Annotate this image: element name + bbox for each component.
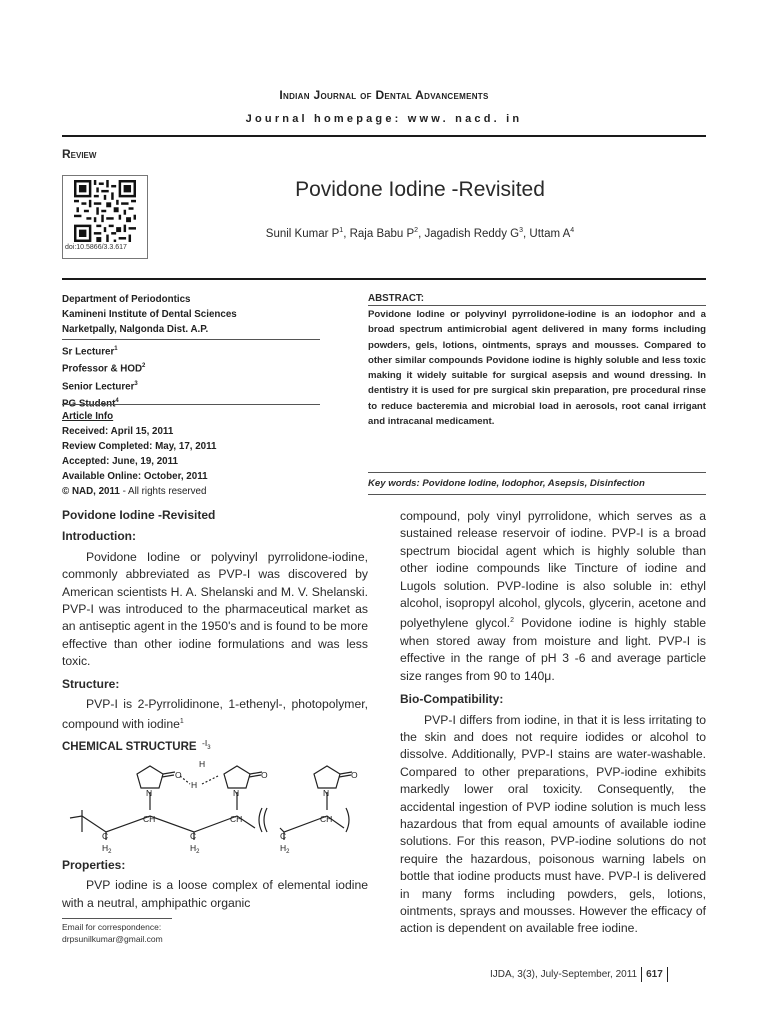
keywords: Key words: Povidone Iodine, Iodophor, Asepsis, Disinfection: [368, 478, 645, 489]
structure-sup: 1: [179, 718, 184, 726]
journal-name: Indian Journal of Dental Advancements: [279, 88, 489, 102]
qr-code-box: [62, 175, 148, 259]
divider: [368, 305, 706, 306]
chem-label-h2: $H_2$: [102, 843, 112, 855]
role: Professor & HOD: [62, 363, 143, 375]
chem-label-ch: CH: [143, 814, 156, 824]
introduction-text: Povidone Iodine or polyvinyl pyrrolidone-iodine, commonly abbreviated as PVP-I was discovered by American scientists H. A. Shelanski and M. V. Shelanski. PVP-I was introduced to the pharmaceutical market as an antiseptic agent in the 1950's and is found to be more effective than other iodine formulations and was less toxic.: [62, 549, 368, 669]
structure-text: PVP-I is 2-Pyrrolidinone, 1-ethenyl-, photopolymer, compound with iodine: [62, 697, 368, 732]
body-title: Povidone Iodine -Revisited: [62, 508, 216, 522]
author-sup: 4: [570, 227, 575, 234]
continued-sup: 2: [510, 617, 514, 625]
role: Senior Lecturer: [62, 380, 135, 392]
page-number: 617: [646, 969, 663, 981]
role: Sr Lecturer: [62, 346, 115, 358]
structure-heading: Structure:: [62, 676, 120, 691]
accepted-date: Accepted: June, 19, 2011: [62, 456, 178, 467]
chem-label-n: N: [233, 788, 240, 798]
institute: Kamineni Institute of Dental Sciences: [62, 309, 237, 320]
section-label: Review: [62, 147, 97, 161]
chem-label-h2: $H_2$: [190, 843, 200, 855]
page-footer: [490, 967, 672, 982]
email-label: Email for correspondence:: [62, 922, 162, 932]
role-sup: 1: [114, 346, 118, 352]
chem-label-c: C: [280, 831, 287, 841]
article-info-block: [62, 409, 322, 499]
author-name: Raja Babu P: [349, 227, 415, 240]
divider: [62, 339, 320, 340]
chem-label-h2: $H_2$: [280, 843, 290, 855]
structure-paragraph: [62, 696, 368, 734]
available-online-date: Available Online: October, 2011: [62, 471, 208, 482]
author-sup: 1: [339, 227, 344, 234]
divider: [368, 472, 706, 473]
role-sup: 2: [142, 363, 146, 370]
authors-line: [180, 227, 660, 240]
divider: [62, 404, 320, 405]
continued-text-2: Povidone iodine is highly stable when stored away from moisture and light. PVP-I is effective in the range of pH 3 -6 and average particle size ranges from 90 to 140μ.: [400, 616, 706, 683]
chem-label-n: N: [146, 788, 153, 798]
affiliation-block: [62, 292, 322, 337]
author-separator: ,: [343, 227, 350, 240]
role-sup: 3: [134, 380, 138, 387]
biocompatibility-text: PVP-I differs from iodine, in that it is less irritating to the skin and does not require iodides or alcohol to dissolve. Additionally, PVP-I stains are water-washable. Compared to other preparations, PVP-iodine exhibits markedly lower oral toxicity. Consequently, the accidental ingestion of PVP iodine solution is much less hazardous that from equal amounts of available iodine solutions. For this reason, PVP-iodine solutions do not require the hazardous, poisonous warning labels on bottle that iodine products must have. PVP-I is delivered in many forms including powders, gels, lotions, ointments, sprays and mousses. However the efficacy of action is dependent on available free iodine.: [400, 712, 706, 936]
author-separator: ,: [523, 227, 530, 240]
continued-text: compound, poly vinyl pyrrolidone, which serves as a sustained release reservoir of iodine. PVP-I is a broad spectrum biocidal agent which is highly soluble than other iodine compounds like Tincture of iodine and Lugols solution. PVP-Iodine is also soluble in: ethyl alcohol, isopropyl alcohol, glycols, glycerin, acetone and polyethylene glycol.: [400, 509, 706, 631]
properties-section: [62, 857, 368, 912]
location: Narketpally, Nalgonda Dist. A.P.: [62, 324, 209, 335]
abstract-text: Povidone Iodine or polyvinyl pyrrolidone-iodine is an iodophor and a broad spectrum antimicrobial agent delivered in many forms including powders, gels, lotions, ointments, sprays and mousses. Compared to other similar compounds Povidone iodine is highly soluble and less toxic making it widely suitable for surgical asepsis and wound dressing. In dentistry it is used for pre surgical skin preparation, pre procedural rinse to reduce bacteremia and microbial load in aerosols, root canal irrigant and intracanal medicament.: [368, 309, 706, 428]
chem-label-ch: CH: [230, 814, 243, 824]
doi-label[interactable]: doi:10.5866/3.3.617: [65, 244, 127, 251]
chem-label-c: C: [190, 831, 197, 841]
email-link[interactable]: drpsunilkumar@gmail.com: [62, 934, 163, 944]
article-title: Povidone Iodine -Revisited: [295, 178, 545, 201]
chemical-structure-heading: CHEMICAL STRUCTURE: [62, 740, 197, 753]
review-completed-date: Review Completed: May, 17, 2011: [62, 441, 217, 452]
author-sup: 2: [414, 227, 419, 234]
chem-label-c: C: [102, 831, 109, 841]
left-column: [62, 507, 368, 756]
copyright: © NAD, 2011: [62, 486, 120, 497]
introduction-heading: Introduction:: [62, 529, 136, 544]
chem-label-n: N: [323, 788, 330, 798]
received-date: Received: April 15, 2011: [62, 426, 174, 437]
chem-label-ch: CH: [320, 814, 333, 824]
roles-block: [62, 342, 322, 411]
right-column: [400, 508, 706, 938]
author-name: Jagadish Reddy G: [424, 227, 520, 240]
qr-code-icon: [74, 180, 136, 242]
chemical-structure-diagram: [62, 736, 368, 856]
properties-text: PVP iodine is a loose complex of elemental iodine with a neutral, amphipathic organic: [62, 878, 368, 910]
journal-homepage[interactable]: Journal homepage: www. nacd. in: [245, 113, 523, 125]
footer-divider: [641, 967, 642, 982]
continued-paragraph: [400, 508, 706, 685]
role-sup: 4: [115, 397, 119, 404]
rights-text: - All rights reserved: [119, 486, 207, 497]
author-sup: 3: [519, 227, 523, 234]
footer-citation: IJDA, 3(3), July-September, 2011: [490, 969, 638, 981]
chem-label-o: O: [351, 770, 358, 780]
chem-label-i3: $-I_3$: [202, 738, 211, 751]
footnote: [62, 921, 163, 945]
chem-label-o: O: [261, 770, 268, 780]
chem-label-o: O: [175, 770, 182, 780]
divider: [368, 494, 706, 495]
chem-label-h: H: [191, 780, 198, 790]
biocompatibility-heading: Bio-Compatibility:: [400, 692, 504, 707]
footer-divider: [667, 967, 668, 982]
abstract-label: ABSTRACT:: [368, 293, 425, 304]
chem-label-h: H: [199, 759, 206, 769]
article-info-heading: Article Info: [62, 411, 114, 422]
title-rule: [62, 278, 706, 280]
author-name: Uttam A: [529, 227, 571, 240]
author-name: Sunil Kumar P: [265, 227, 340, 240]
properties-heading: Properties:: [62, 858, 126, 872]
header-rule: [62, 135, 706, 137]
footnote-rule: [62, 918, 172, 919]
author-separator: ,: [418, 227, 425, 240]
department: Department of Periodontics: [62, 294, 191, 305]
